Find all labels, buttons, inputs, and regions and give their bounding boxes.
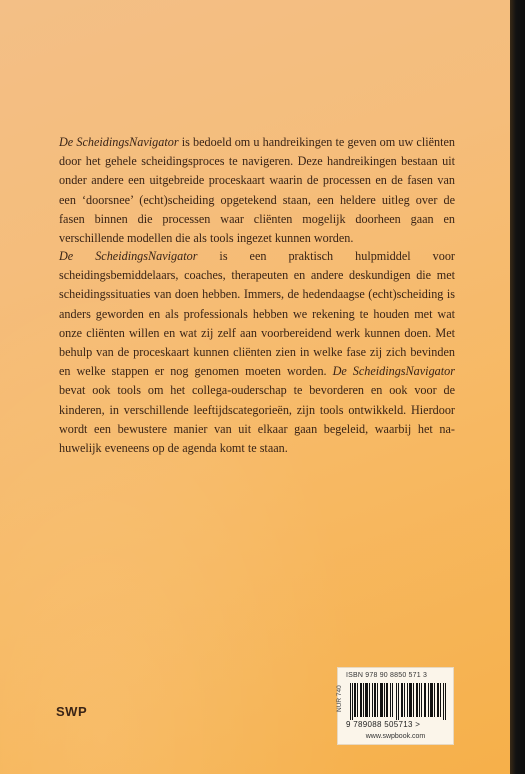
book-title-italic: De ScheidingsNavigator	[332, 364, 455, 379]
publisher-logo: SWP	[56, 704, 88, 719]
book-title-italic: De ScheidingsNavigator	[59, 135, 179, 149]
blurb-text: is een praktisch hulpmiddel voor scheidingsbemiddelaars, coaches, therapeuten en andere deskundigen die met scheidingssituaties van doen hebben. Immers, de hedendaagse (echt)scheiding is anders geworden en als professionals hebben we rekening te houden met wat onze cliënten willen en wat zij zelf aan voorbereidend werk kunnen doen. Met behulp van de proceskaart kunnen cliënten zien in welke fase zij zich bevinden en welke stappen er nog genomen moeten worden.	[59, 249, 455, 379]
blurb-text: bevat ook tools om het collega-ouderschap te bevorderen en ook voor de kinderen, in verschillende leeftijdscategorieën, zijn tools ontwikkeld. Hierdoor wordt een bewustere manier van uit elkaar gaan begeleid, waarbij het na-huwelijk eveneens op de agenda komt te staan.	[59, 383, 455, 456]
barcode-icon	[350, 683, 446, 720]
blurb-text: is bedoeld om u handreikingen te geven om uw cliënten door het gehele scheidingsproces te navigeren. Deze handreikingen bestaan uit onder andere een uitgebreide proceskaart waarin de processen en de fasen van een ‘doorsnee’ (echt)scheiding opgetekend staan, een heldere uitleg over de fasen binnen die processen waar cliënten mogelijk doorheen gaan en verschillende modellen die als tools ingezet kunnen worden.	[59, 135, 456, 246]
blurb-paragraph-1	[59, 133, 455, 248]
barcode-digits: 9 789088 505713 >	[346, 720, 421, 729]
barcode-label	[337, 667, 454, 745]
book-title-italic: De ScheidingsNavigator	[59, 249, 198, 263]
blurb-paragraph-2	[59, 247, 455, 458]
nur-code: NUR 740	[336, 685, 343, 712]
publisher-website: www.swpbook.com	[365, 733, 426, 740]
page-edge	[510, 0, 525, 774]
isbn-text: ISBN 978 90 8850 571 3	[346, 672, 428, 679]
